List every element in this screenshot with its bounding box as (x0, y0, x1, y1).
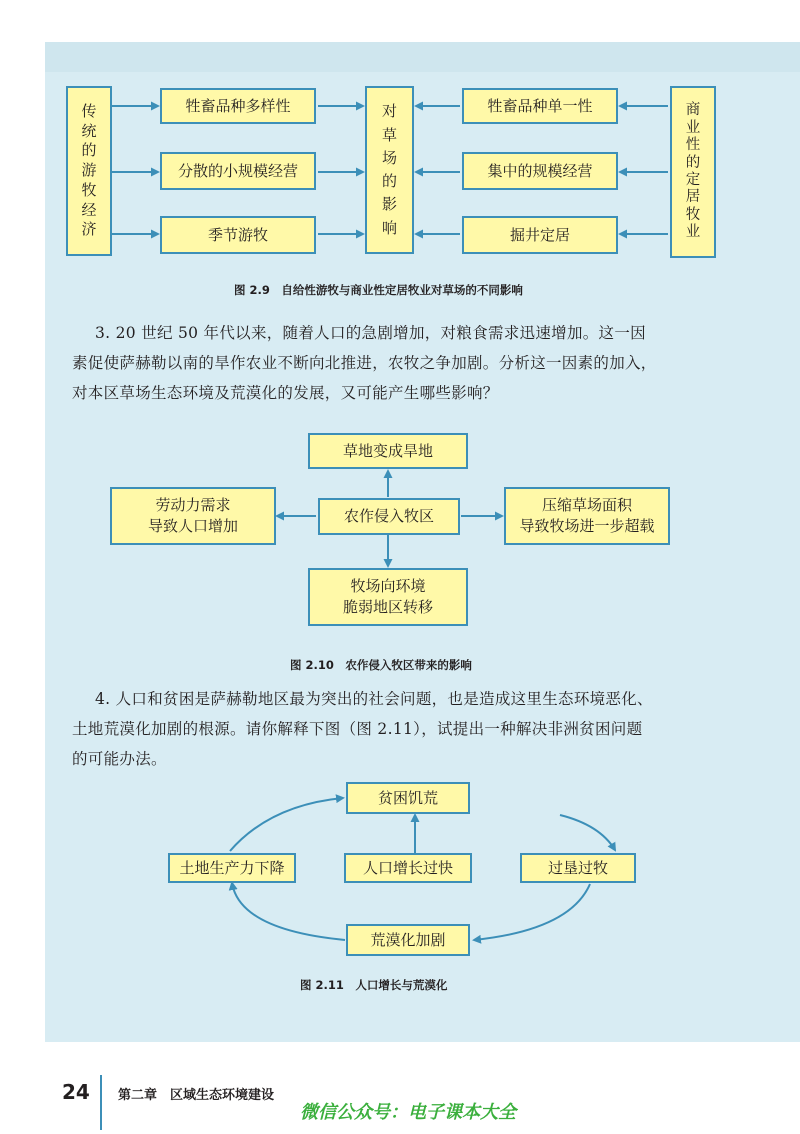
char: 的 (81, 141, 97, 160)
fig210-top-box: 草地变成旱地 (308, 433, 468, 469)
char: 影 (381, 195, 397, 214)
fig29-left-item-2: 分散的小规模经营 (160, 152, 316, 190)
char: 经 (81, 200, 97, 219)
text-line: 压缩草场面积 (541, 496, 632, 514)
fig210-bottom-box (308, 568, 468, 626)
char: 业 (685, 119, 701, 136)
question-4-paragraph (72, 684, 735, 774)
text-line: 对本区草场生态环境及荒漠化的发展，又可能产生哪些影响？ (72, 384, 499, 402)
fig29-center-box (365, 86, 414, 254)
fig29-left-item-1: 牲畜品种多样性 (160, 88, 316, 124)
text-line: 导致人口增加 (147, 517, 238, 535)
fig211-right-box: 过垦过牧 (520, 853, 636, 883)
fig211-left-box: 土地生产力下降 (168, 853, 296, 883)
text-line: 劳动力需求 (155, 496, 231, 514)
char: 性 (685, 137, 701, 154)
question-3-paragraph (72, 318, 735, 408)
fig210-center-box: 农作侵入牧区 (318, 498, 460, 535)
text-line: 素促使萨赫勒以南的旱作农业不断向北推进，农牧之争加剧。分析这一因素的加入， (72, 354, 657, 372)
fig211-middle-box: 人口增长过快 (344, 853, 472, 883)
fig211-bottom-box: 荒漠化加剧 (346, 924, 470, 956)
char: 居 (685, 189, 701, 206)
char: 定 (685, 172, 701, 188)
char: 牧 (81, 180, 97, 199)
fig210-left-box (110, 487, 276, 545)
fig29-right-title-box (670, 86, 716, 258)
char: 统 (81, 121, 97, 140)
watermark: 微信公众号：电子课本大全 (300, 1102, 516, 1123)
char: 对 (381, 102, 397, 121)
footer-divider (100, 1075, 102, 1130)
page-number: 24 (62, 1080, 90, 1104)
fig29-right-item-3: 掘井定居 (462, 216, 618, 254)
char: 游 (81, 161, 97, 180)
char: 传 (81, 101, 97, 120)
char: 牧 (685, 206, 701, 223)
text-line: 脆弱地区转移 (342, 598, 433, 616)
fig29-right-item-2: 集中的规模经营 (462, 152, 618, 190)
char: 济 (81, 220, 97, 239)
char: 业 (685, 224, 701, 241)
text-line: 土地荒漠化加剧的根源。请你解释下图（图 2.11），试提出一种解决非洲贫困问题 (72, 720, 643, 738)
fig29-right-item-1: 牲畜品种单一性 (462, 88, 618, 124)
fig210-caption: 图 2.10 农作侵入牧区带来的影响 (290, 658, 472, 672)
text-line: 的可能办法。 (72, 750, 167, 768)
char: 的 (381, 172, 397, 190)
text-line: 导致牧场进一步超载 (519, 517, 655, 535)
char: 场 (381, 148, 397, 167)
char: 商 (685, 102, 701, 119)
chapter-title: 第二章 区域生态环境建设 (118, 1088, 275, 1103)
char: 响 (381, 218, 397, 237)
fig211-caption: 图 2.11 人口增长与荒漠化 (300, 978, 448, 992)
fig29-caption: 图 2.9 自给性游牧与商业性定居牧业对草场的不同影响 (234, 283, 523, 297)
fig210-right-box (504, 487, 670, 545)
text-line: 3. 20 世纪 50 年代以来，随着人口的急剧增加，对粮食需求迅速增加。这一因 (95, 324, 646, 342)
fig29-left-item-3: 季节游牧 (160, 216, 316, 254)
char: 的 (685, 154, 701, 171)
fig211-top-box: 贫困饥荒 (346, 782, 470, 814)
fig29-left-title-box (66, 86, 112, 256)
char: 草 (381, 125, 397, 144)
text-line: 4. 人口和贫困是萨赫勒地区最为突出的社会问题，也是造成这里生态环境恶化、 (95, 690, 653, 708)
text-line: 牧场向环境 (350, 577, 426, 595)
